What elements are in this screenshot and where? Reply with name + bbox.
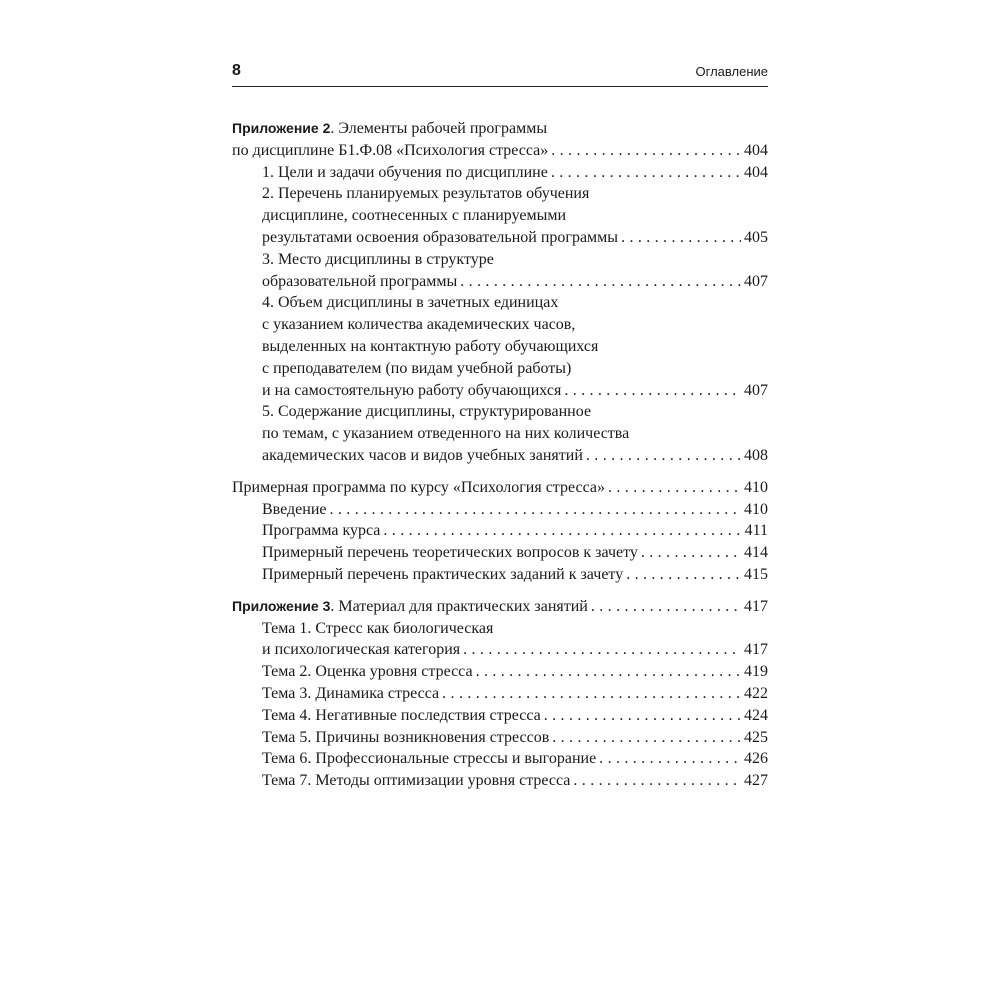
leader-dots <box>551 140 741 162</box>
toc-item <box>232 683 768 705</box>
leader-dots <box>460 271 741 293</box>
page-ref: 417 <box>744 597 768 615</box>
toc-item-text: 4. Объем дисциплины в зачетных единицах <box>262 294 559 312</box>
toc-item-text: 5. Содержание дисциплины, структурированное <box>262 403 592 421</box>
page-number: 8 <box>232 62 241 79</box>
toc-item <box>232 564 768 586</box>
appendix-3-title: Материал для практических занятий <box>338 597 588 615</box>
leader-dots <box>621 227 741 249</box>
page-header <box>232 62 768 87</box>
toc-item-text: дисциплине, соотнесенных с планируемыми <box>262 207 567 225</box>
appendix-2-section <box>232 118 768 467</box>
page-ref: 410 <box>744 500 768 518</box>
toc-item-text: Тема 4. Негативные последствия стресса <box>262 706 541 724</box>
page-ref: 425 <box>744 728 768 746</box>
toc-item <box>232 499 768 521</box>
toc-item <box>232 183 768 248</box>
toc-item-text: Тема 3. Динамика стресса <box>262 684 440 702</box>
page-ref: 419 <box>744 663 768 681</box>
leader-dots <box>626 564 741 586</box>
page-ref: 405 <box>744 228 768 246</box>
toc-item-text: и на самостоятельную работу обучающихся <box>262 381 562 399</box>
page-ref: 404 <box>744 141 768 159</box>
toc-item <box>232 292 768 401</box>
toc-item-text: Примерный перечень практических заданий к зачету <box>262 565 624 583</box>
leader-dots <box>599 748 741 770</box>
toc-item-text: Примерный перечень теоретических вопросов к зачету <box>262 544 638 562</box>
page-ref: 414 <box>744 544 768 562</box>
toc-item <box>232 770 768 792</box>
leader-dots <box>573 770 741 792</box>
page-ref: 404 <box>744 163 768 181</box>
appendix-3-label: Приложение 3 <box>232 597 331 614</box>
page-ref: 407 <box>744 272 768 290</box>
appendix-3-section <box>232 596 768 792</box>
running-title: Оглавление <box>695 64 768 79</box>
program-section <box>232 477 768 586</box>
page-ref: 426 <box>744 750 768 768</box>
program-title: Примерная программа по курсу «Психология стресса» <box>232 478 605 496</box>
toc-item <box>232 727 768 749</box>
leader-dots <box>330 499 742 521</box>
leader-dots <box>544 705 741 727</box>
leader-dots <box>442 683 741 705</box>
toc-item <box>232 249 768 293</box>
appendix-2-label: Приложение 2 <box>232 120 331 136</box>
toc-item-text: Программа курса <box>262 522 381 540</box>
page-ref: 427 <box>744 772 768 790</box>
toc-item-text: 1. Цели и задачи обучения по дисциплине <box>262 163 548 181</box>
leader-dots <box>476 661 741 683</box>
page-ref: 422 <box>744 684 768 702</box>
toc-item-text: и психологическая категория <box>262 641 461 659</box>
appendix-2-heading: Приложение 2. Элементы рабочей программы по дисциплине Б1.Ф.08 «Психология стресса» . . . 404 <box>232 118 768 162</box>
program-heading <box>232 477 768 499</box>
leader-dots <box>564 380 741 402</box>
toc-item <box>232 618 768 662</box>
appendix-2-title-line: по дисциплине Б1.Ф.08 «Психология стресса» <box>232 141 549 159</box>
toc-item-text: по темам, с указанием отведенного на них количества <box>262 425 630 443</box>
leader-dots <box>608 477 741 499</box>
toc-item-text: результатами освоения образовательной программы <box>262 228 619 246</box>
table-of-contents <box>232 118 768 802</box>
leader-dots <box>591 596 741 618</box>
page-ref: 417 <box>744 641 768 659</box>
appendix-2-title-line: Элементы рабочей программы <box>338 120 548 137</box>
page-ref: 411 <box>744 522 768 540</box>
toc-item-text: Тема 7. Методы оптимизации уровня стресса <box>262 772 571 790</box>
page-ref: 408 <box>744 446 768 464</box>
toc-item-text: Тема 2. Оценка уровня стресса <box>262 663 473 681</box>
appendix-3-heading: Приложение 3. Материал для практических занятий . . . 417 <box>232 596 768 618</box>
leader-dots <box>463 639 741 661</box>
page-ref: 424 <box>744 706 768 724</box>
toc-item-text: образовательной программы <box>262 272 458 290</box>
page-ref: 407 <box>744 381 768 399</box>
toc-item <box>232 705 768 727</box>
leader-dots <box>552 727 741 749</box>
leader-dots <box>641 542 741 564</box>
toc-item-text: Тема 5. Причины возникновения стрессов <box>262 728 550 746</box>
page-ref: 410 <box>744 478 768 496</box>
toc-item-text: выделенных на контактную работу обучающихся <box>262 337 599 355</box>
leader-dots <box>383 520 741 542</box>
leader-dots <box>551 162 741 184</box>
page-ref: 415 <box>744 565 768 583</box>
toc-item-text: с преподавателем (по видам учебной работы) <box>262 359 572 377</box>
toc-item <box>232 162 768 184</box>
toc-item-text: с указанием количества академических часов, <box>262 316 576 334</box>
leader-dots <box>586 445 741 467</box>
toc-item <box>232 748 768 770</box>
toc-item-text: 3. Место дисциплины в структуре <box>262 250 494 268</box>
toc-item <box>232 520 768 542</box>
toc-item-text: Введение <box>262 500 327 518</box>
toc-item <box>232 542 768 564</box>
toc-item <box>232 401 768 466</box>
toc-item-text: Тема 1. Стресс как биологическая <box>262 619 494 637</box>
toc-item-text: Тема 6. Профессиональные стрессы и выгорание <box>262 750 597 768</box>
toc-item <box>232 661 768 683</box>
toc-item-text: 2. Перечень планируемых результатов обучения <box>262 185 590 203</box>
toc-item-text: академических часов и видов учебных занятий <box>262 446 583 464</box>
